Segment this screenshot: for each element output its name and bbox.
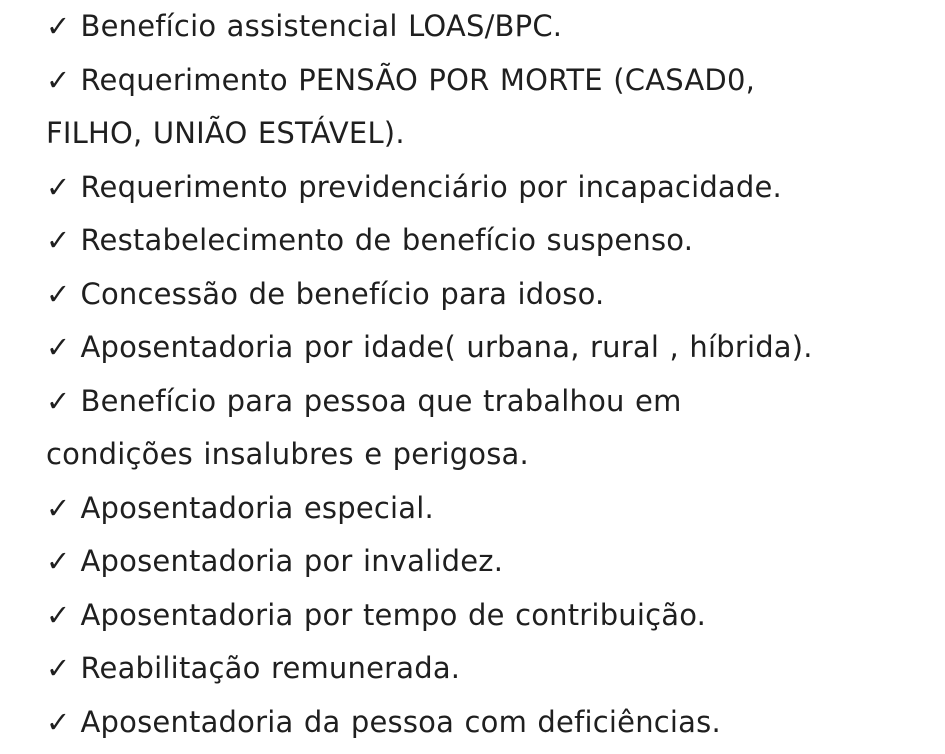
item-text: Benefício para pessoa que trabalhou em bbox=[80, 383, 682, 418]
item-text: Requerimento previdenciário por incapacidade. bbox=[80, 169, 782, 204]
item-text-continuation: condições insalubres e perigosa. bbox=[46, 437, 529, 471]
list-item bbox=[46, 696, 926, 750]
item-text: Benefício assistencial LOAS/BPC. bbox=[80, 9, 563, 43]
check-icon: ✓ bbox=[46, 169, 71, 204]
list-item bbox=[46, 214, 926, 268]
services-list bbox=[46, 0, 926, 749]
check-icon: ✓ bbox=[46, 62, 71, 97]
item-text: Reabilitação remunerada. bbox=[80, 651, 461, 685]
list-item bbox=[46, 321, 926, 375]
check-icon: ✓ bbox=[46, 651, 71, 685]
list-item bbox=[46, 375, 926, 482]
list-item bbox=[46, 54, 926, 161]
item-text-continuation: FILHO, UNIÃO ESTÁVEL). bbox=[46, 116, 405, 150]
check-icon: ✓ bbox=[46, 544, 71, 578]
check-icon: ✓ bbox=[46, 9, 71, 43]
list-item bbox=[46, 0, 926, 54]
check-icon: ✓ bbox=[46, 597, 71, 632]
check-icon: ✓ bbox=[46, 223, 71, 257]
list-item bbox=[46, 642, 926, 696]
list-item bbox=[46, 535, 926, 589]
check-icon: ✓ bbox=[46, 383, 71, 418]
item-text: Aposentadoria especial. bbox=[80, 490, 434, 525]
item-text: Requerimento PENSÃO POR MORTE (CASAD0, bbox=[80, 62, 756, 97]
check-icon: ✓ bbox=[46, 490, 71, 525]
list-item bbox=[46, 589, 926, 643]
item-text: Aposentadoria por invalidez. bbox=[80, 544, 504, 578]
list-item bbox=[46, 268, 926, 322]
item-text: Restabelecimento de benefício suspenso. bbox=[80, 223, 694, 257]
list-item bbox=[46, 482, 926, 536]
check-icon: ✓ bbox=[46, 330, 71, 364]
item-text: Aposentadoria por tempo de contribuição. bbox=[80, 597, 707, 632]
item-text: Concessão de benefício para idoso. bbox=[80, 276, 605, 311]
item-text: Aposentadoria da pessoa com deficiências. bbox=[80, 704, 721, 739]
item-text: Aposentadoria por idade( urbana, rural , híbrida). bbox=[80, 330, 813, 364]
check-icon: ✓ bbox=[46, 276, 71, 311]
list-item bbox=[46, 161, 926, 215]
check-icon: ✓ bbox=[46, 704, 71, 739]
